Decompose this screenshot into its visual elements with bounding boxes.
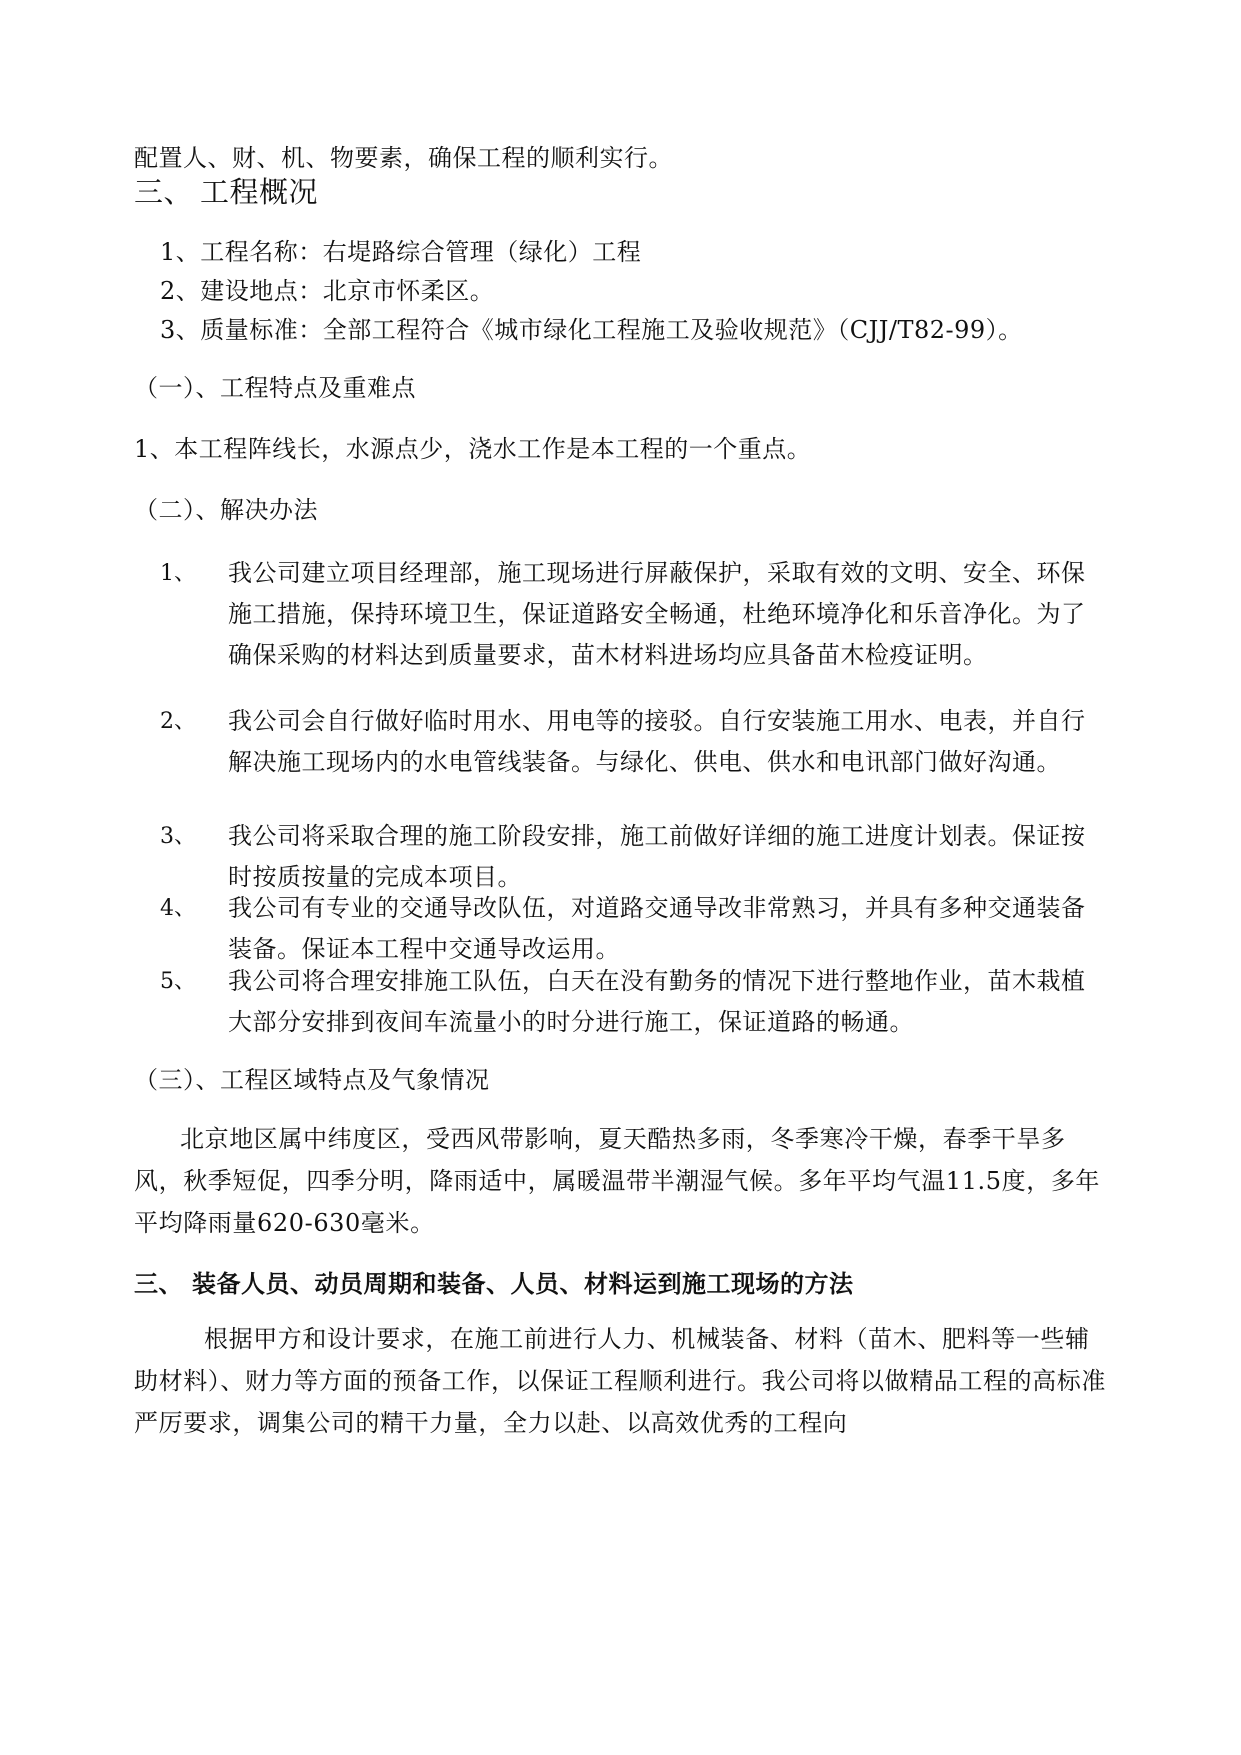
subsection-text: 1、本工程阵线长，水源点少，浇水工作是本工程的一个重点。	[134, 435, 812, 463]
section-number: 三、	[134, 175, 194, 209]
overview-item: 3、质量标准：全部工程符合《城市绿化工程施工及验收规范》（CJJ/T82-99）。	[160, 316, 1023, 344]
subsection-title: （一）、工程特点及重难点	[134, 374, 416, 402]
section-title: 工程概况	[200, 175, 319, 209]
overview-item: 1、工程名称：右堤路综合管理（绿化）工程	[160, 238, 642, 266]
list-number: 4、	[160, 896, 196, 921]
overview-item: 2、建设地点：北京市怀柔区。	[160, 277, 495, 305]
list-number: 2、	[160, 709, 196, 734]
list-item-text: 我公司会自行做好临时用水、用电等的接驳。自行安装施工用水、电表，并自行解决施工现场内的水电管线装备。与绿化、供电、供水和电讯部门做好沟通。	[228, 707, 1086, 776]
subsection-title: （二）、解决办法	[134, 496, 318, 524]
list-number: 1、	[160, 561, 196, 586]
list-number: 3、	[160, 824, 196, 849]
preparation-paragraph: 根据甲方和设计要求，在施工前进行人力、机械装备、材料（苗木、肥料等一些辅助材料）、财力等方面的预备工作，以保证工程顺利进行。我公司将以做精品工程的高标准严厉要求，调集公司的精干力量，全力以赴、以高效优秀的工程向	[134, 1325, 1106, 1437]
list-item-text: 我公司将合理安排施工队伍，白天在没有勤务的情况下进行整地作业，苗木栽植大部分安排到夜间车流量小的时分进行施工，保证道路的畅通。	[228, 967, 1086, 1036]
subsection-title: （三）、工程区域特点及气象情况	[134, 1066, 490, 1094]
list-item-text: 我公司建立项目经理部，施工现场进行屏蔽保护，采取有效的文明、安全、环保施工措施，保持环境卫生，保证道路安全畅通，杜绝环境净化和乐音净化。为了确保采购的材料达到质量要求，苗木材料进场均应具备苗木检疫证明。	[228, 559, 1086, 669]
section-title: 装备人员、动员周期和装备、人员、材料运到施工现场的方法	[192, 1269, 854, 1298]
continuation-text: 配置人、财、机、物要素，确保工程的顺利实行。	[134, 144, 673, 172]
list-item-text: 我公司将采取合理的施工阶段安排，施工前做好详细的施工进度计划表。保证按时按质按量的完成本项目。	[228, 822, 1086, 891]
list-number: 5、	[160, 969, 196, 994]
list-item-text: 我公司有专业的交通导改队伍，对道路交通导改非常熟习，并具有多种交通装备装备。保证本工程中交通导改运用。	[228, 894, 1086, 963]
section-number: 三、	[134, 1269, 183, 1298]
climate-paragraph: 北京地区属中纬度区，受西风带影响，夏天酷热多雨，冬季寒冷干燥，春季干旱多风，秋季短促，四季分明，降雨适中，属暖温带半潮湿气候。多年平均气温11.5度，多年平均降雨量620-630毫米。	[134, 1125, 1101, 1237]
